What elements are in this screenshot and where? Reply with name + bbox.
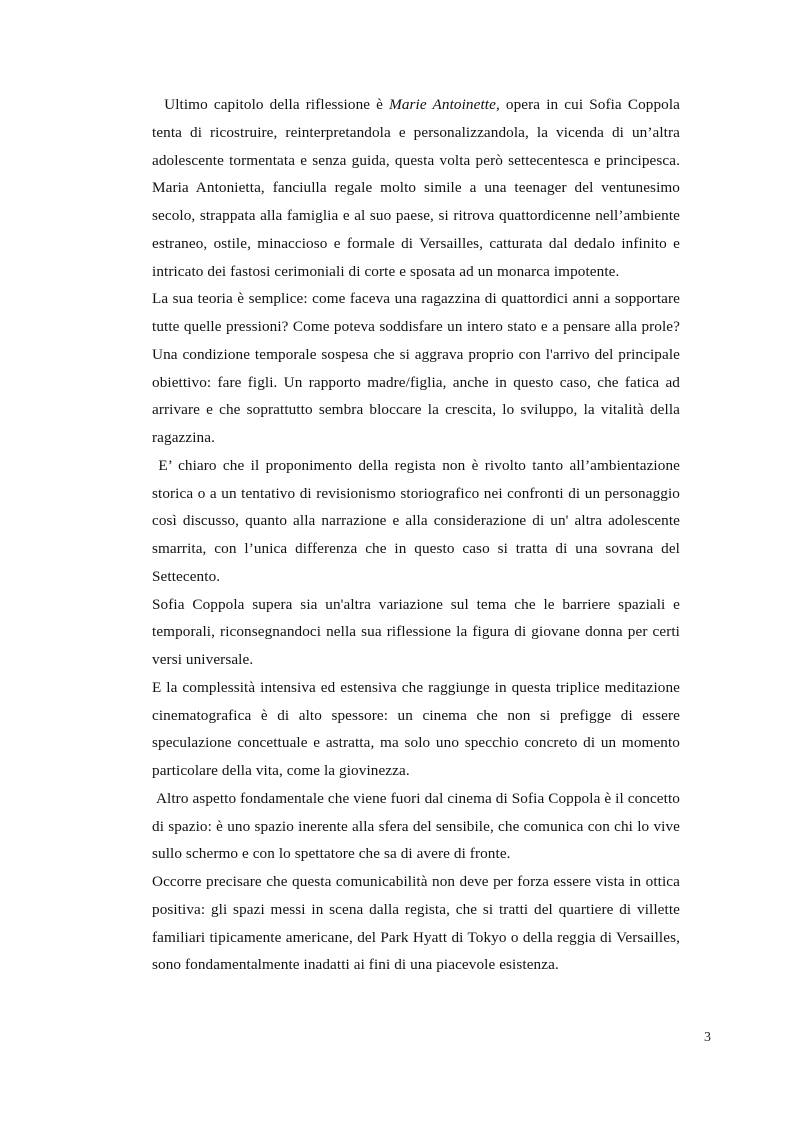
paragraph-6: Altro aspetto fondamentale che viene fuori dal cinema di Sofia Coppola è il concetto di spazio: è uno spazio inerente alla sfera del sensibile, che comunica con chi lo vive sullo schermo e con lo spettatore che sa di avere di fronte. bbox=[152, 789, 684, 863]
film-title-italic: Marie Antoinette bbox=[389, 96, 496, 113]
paragraph-1 bbox=[152, 91, 680, 285]
paragraph-4: Sofia Coppola supera sia un'altra variazione sul tema che le barriere spaziali e temporali, riconsegnandoci nella sua riflessione la figura di giovane donna per certi versi universale. bbox=[152, 595, 680, 668]
paragraph-2: La sua teoria è semplice: come faceva una ragazzina di quattordici anni a sopportare tutte quelle pressioni? Come poteva soddisfare un intero stato e a pensare alla prole? Una condizione temporale sospesa che si aggrava proprio con l'arrivo del principale obiettivo: fare figli. Un rapporto madre/figlia, anche in questo caso, che fatica ad arrivare e che soprattutto sembra bloccare la crescita, lo sviluppo, la vitalità della ragazzina. bbox=[152, 290, 680, 446]
paragraph-5: E la complessità intensiva ed estensiva che raggiunge in questa triplice meditazione cinematografica è di alto spessore: un cinema che non si prefigge di essere speculazione concettuale e astratta, ma solo uno specchio concreto di un momento particolare della vita, come la giovinezza. bbox=[152, 678, 680, 779]
page-number: 3 bbox=[704, 1030, 711, 1045]
body-text bbox=[152, 91, 684, 979]
paragraph-1-lead: Ultimo capitolo della riflessione è bbox=[152, 96, 390, 113]
paragraph-7: Occorre precisare che questa comunicabilità non deve per forza essere vista in ottica positiva: gli spazi messi in scena dalla regista, che si tratti del quartiere di villette familiari tipicamente americane, del Park Hyatt di Tokyo o della reggia di Versailles, sono fondamentalmente inadatti ai fini di una piacevole esistenza. bbox=[152, 873, 680, 974]
paragraph-3: E’ chiaro che il proponimento della regista non è rivolto tanto all’ambientazione storica o a un tentativo di revisionismo storiografico nei confronti di un personaggio così discusso, quanto alla narrazione e alla considerazione di un' altra adolescente smarrita, con l’unica differenza che in questo caso si tratta di una sovrana del Settecento. bbox=[152, 456, 684, 585]
paragraph-1-rest: , opera in cui Sofia Coppola tenta di ricostruire, reinterpretandola e personalizzandola, la vicenda di un’altra adolescente tormentata e senza guida, questa volta però settecentesca e principesca. Maria Antonietta, fanciulla regale molto simile a una teenager del ventunesimo secolo, strappata alla famiglia e al suo paese, si ritrova quattordicenne nell’ambiente estraneo, ostile, minaccioso e formale di Versailles, catturata dal dedalo infinito e intricato dei fastosi cerimoniali di corte e sposata ad un monarca impotente. bbox=[152, 96, 681, 280]
